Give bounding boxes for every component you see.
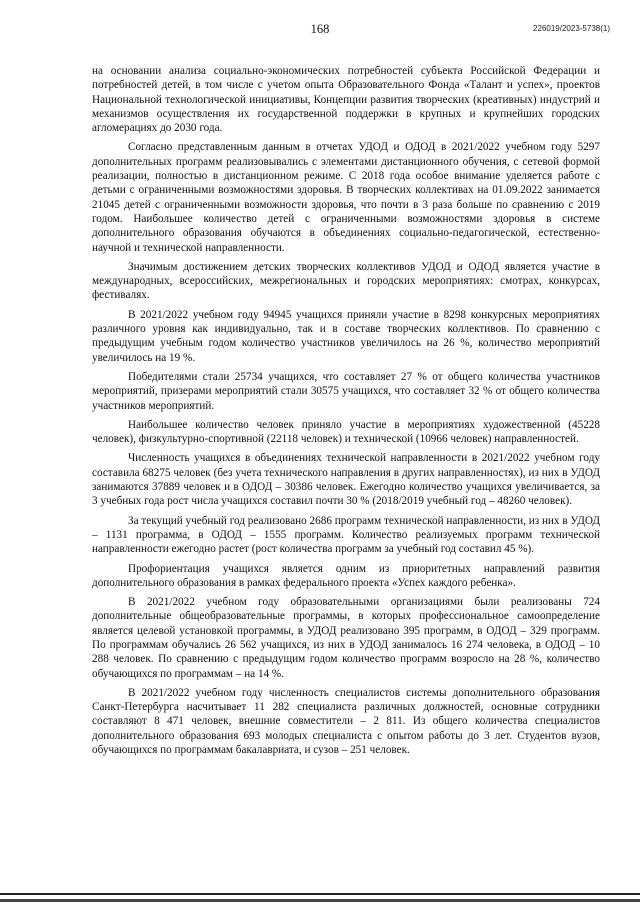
- paragraph: Наибольшее количество человек приняло участие в мероприятиях художественной (45228 человек), физкультурно-спортивной (22118 человек) и технической (10966 человек) направленностей.: [92, 418, 600, 446]
- paragraph: Численность учащихся в объединениях технической направленности в 2021/2022 учебном году составила 68275 человек (без учета технического направления в других направленностях), из них в УДОД занимаются 37889 человек и в ОДОД – 30386 человек. Ежегодно количество учащихся увеличивается, за 3 учебных года рост числа учащихся составил почти 30 % (2018/2019 учебный год – 48260 человек).: [92, 452, 600, 508]
- paragraph: В 2021/2022 учебном году образовательными организациями были реализованы 724 дополнительные общеобразовательные программы, в которых профессиональное самоопределение является целевой установкой программы, в УДОД реализовано 395 программ, в ОДОД – 329 программ. По программам обучались 26 562 учащихся, из них в УДОД занималось 16 274 человека, в ОДОД – 10 288 человек. По сравнению с предыдущим годом количество программ возросло на 28 %, количество обучающихся по программам – на 14 %.: [92, 596, 600, 680]
- document-code: 226019/2023-5738(1): [533, 24, 610, 33]
- scan-edge-line: [0, 899, 640, 902]
- paragraph: В 2021/2022 учебном году 94945 учащихся приняли участие в 8298 конкурсных мероприятиях различного уровня как индивидуально, так и в составе творческих коллективов. По сравнению с предыдущим учебным годом количество участников увеличилось на 26 %, количество мероприятий увеличилось на 19 %.: [92, 308, 600, 364]
- document-body: [92, 64, 600, 757]
- paragraph: За текущий учебный год реализовано 2686 программ технической направленности, из них в УДОД – 1131 программа, в ОДОД – 1555 программ. Количество реализуемых программ технической направленности ежегодно растет (рост количества программ за учебный год составил 45 %).: [92, 514, 600, 556]
- paragraph: Согласно представленным данным в отчетах УДОД и ОДОД в 2021/2022 учебном году 5297 дополнительных программ реализовывались с элементами дистанционного обучения, с сетевой формой реализации, полностью в дистанционном режиме. С 2018 года особое внимание уделяется работе с детьми с ограниченными возможностями здоровья. В творческих коллективах на 01.09.2022 занимается 21045 детей с ограниченными возможности здоровья, что почти в 3 раза больше по сравнению с 2019 годом. Наибольшее количество детей с ограниченными возможностями здоровья в системе дополнительного образования обучаются в объединениях социально-педагогической, естественно-научной и технической направленности.: [92, 141, 600, 254]
- scan-edge-line: [0, 893, 640, 895]
- page-number: 168: [310, 22, 330, 36]
- paragraph: на основании анализа социально-экономических потребностей субъекта Российской Федерации и потребностей детей, в том числе с учетом опыта Образовательного Фонда «Талант и успех», проектов Национальной технологической инициативы, Концепции развития творческих (креативных) индустрий и механизмов осуществления их государственной поддержки в крупных и крупнейших городских агломерациях до 2030 года.: [92, 65, 600, 135]
- paragraph: В 2021/2022 учебном году численность специалистов системы дополнительного образования Санкт-Петербурга насчитывает 11 282 специалиста различных должностей, основные сотрудники составляют 8 471 человек, внешние совместители – 2 811. Из общего количества специалистов дополнительного образования 693 молодых специалиста с опытом работы до 3 лет. Студентов вузов, обучающихся по программам бакалавриата, и сузов – 251 человек.: [92, 686, 600, 757]
- paragraph: Профориентация учащихся является одним из приоритетных направлений развития дополнительного образования в рамках федерального проекта «Успех каждого ребенка».: [92, 562, 600, 589]
- paragraph: Значимым достижением детских творческих коллективов УДОД и ОДОД является участие в международных, всероссийских, межрегиональных и городских мероприятиях: смотрах, конкурсах, фестивалях.: [92, 260, 600, 302]
- paragraph: Победителями стали 25734 учащихся, что составляет 27 % от общего количества участников мероприятий, призерами мероприятий стали 30575 учащихся, что составляет 32 % от общего количества участников мероприятий.: [92, 370, 600, 412]
